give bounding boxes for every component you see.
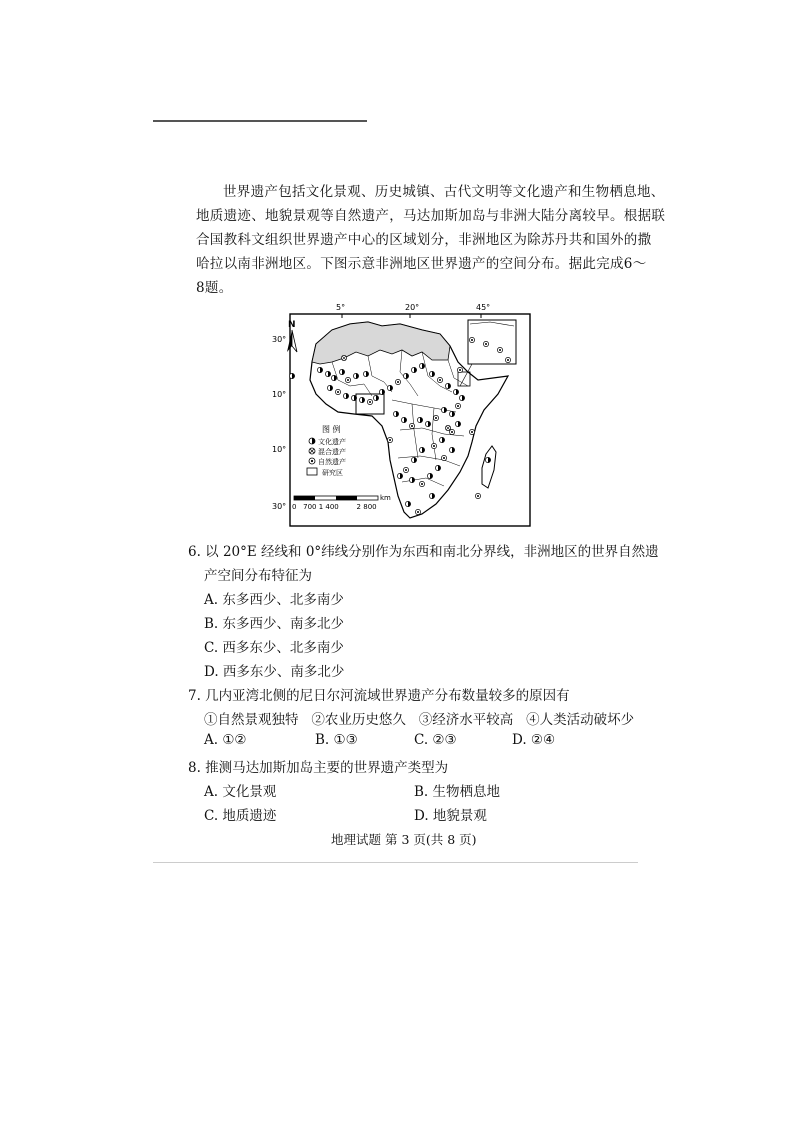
legend-study: 研究区: [322, 469, 343, 477]
question-7-stem: 7. 几内亚湾北侧的尼日尔河流域世界遗产分布数量较多的原因有: [188, 688, 570, 704]
natural-heritage-site-dot: [507, 359, 509, 361]
natural-heritage-site-dot: [421, 483, 423, 485]
question-8-option-b: B. 生物栖息地: [414, 784, 501, 800]
scale-ticks: 0 700 1 400 2 800: [292, 503, 377, 511]
legend-title: 图 例: [322, 425, 341, 434]
question-8-option-d: D. 地貌景观: [414, 808, 487, 824]
lat-label-10s: 10°: [272, 445, 287, 454]
top-rule: [153, 120, 367, 123]
natural-heritage-site-dot: [411, 425, 413, 427]
natural-heritage-site-dot: [397, 381, 399, 383]
question-6-option-c: C. 西多东少、北多南少: [204, 640, 344, 656]
natural-heritage-site-dot: [471, 431, 473, 433]
question-8-option-c: C. 地质遗迹: [204, 808, 277, 824]
intro-line-1: 世界遗产包括文化景观、历史城镇、古代文明等文化遗产和生物栖息地、: [223, 184, 665, 200]
scale-unit: km: [380, 494, 391, 502]
natural-heritage-site-dot: [499, 349, 501, 351]
natural-heritage-site-dot: [417, 511, 419, 513]
legend-natural: 自然遗产: [318, 458, 346, 466]
intro-line-3: 合国教科文组织世界遗产中心的区域划分，非洲地区为除苏丹共和国外的撒: [196, 232, 652, 248]
scale-bar: [292, 494, 391, 511]
question-8-stem: 8. 推测马达加斯加岛主要的世界遗产类型为: [188, 760, 449, 776]
question-8-option-a: A. 文化景观: [204, 784, 277, 800]
question-7-option-d: D. ②④: [512, 732, 556, 748]
legend-mixed: 混合遗产: [318, 448, 346, 456]
question-6-option-a: A. 东多西少、北多南少: [204, 592, 344, 608]
lat-label-30s: 30°: [272, 502, 287, 511]
natural-heritage-site-dot: [369, 401, 371, 403]
question-7-option-b: B. ①③: [315, 732, 358, 748]
page-footer: 地理试题 第 3 页(共 8 页): [331, 832, 477, 847]
svg-text:N: N: [288, 320, 296, 330]
natural-heritage-site-dot: [389, 439, 391, 441]
question-6-line-2: 产空间分布特征为: [204, 568, 312, 584]
natural-heritage-site-dot: [443, 457, 445, 459]
africa-heritage-map: [272, 300, 534, 530]
natural-heritage-site-dot: [485, 343, 487, 345]
question-6-option-b: B. 东多西少、南多北少: [204, 616, 345, 632]
intro-paragraph: [196, 180, 666, 300]
natural-heritage-site-dot: [337, 391, 339, 393]
question-7-items: ①自然景观独特 ②农业历史悠久 ③经济水平较高 ④人类活动破坏少: [204, 712, 635, 728]
intro-line-4: 哈拉以南非洲地区。下图示意非洲地区世界遗产的空间分布。据此完成6～: [196, 256, 647, 272]
question-6-option-d: D. 西多东少、南多北少: [204, 664, 345, 680]
lon-label-45: 45°: [476, 303, 491, 312]
intro-line-5: 8题。: [196, 280, 233, 296]
intro-line-2: 地质遗迹、地貌景观等自然遗产，马达加斯加岛与非洲大陆分离较早。根据联: [196, 208, 666, 224]
question-7-option-c: C. ②③: [414, 732, 457, 748]
natural-heritage-site-dot: [457, 405, 459, 407]
question-7-option-a: A. ①②: [204, 732, 247, 748]
natural-heritage-site-dot: [405, 469, 407, 471]
natural-heritage-site-dot: [347, 379, 349, 381]
natural-heritage-site-dot: [433, 445, 435, 447]
natural-heritage-site-dot: [439, 379, 441, 381]
bottom-rule: [153, 862, 638, 864]
natural-heritage-site-dot: [459, 369, 461, 371]
legend-cultural: 文化遗产: [318, 438, 346, 446]
lat-label-30n: 30°: [272, 335, 287, 344]
lon-label-5: 5°: [336, 303, 346, 312]
natural-heritage-site-dot: [477, 495, 479, 497]
lon-label-20: 20°: [405, 303, 420, 312]
question-6-line-1: 6. 以 20°E 经线和 0°纬线分别作为东西和南北分界线，非洲地区的世界自然遗: [188, 544, 659, 560]
natural-heritage-site-dot: [451, 431, 453, 433]
lat-label-10n: 10°: [272, 390, 287, 399]
natural-heritage-site-dot: [435, 417, 437, 419]
natural-heritage-site-dot: [471, 339, 473, 341]
